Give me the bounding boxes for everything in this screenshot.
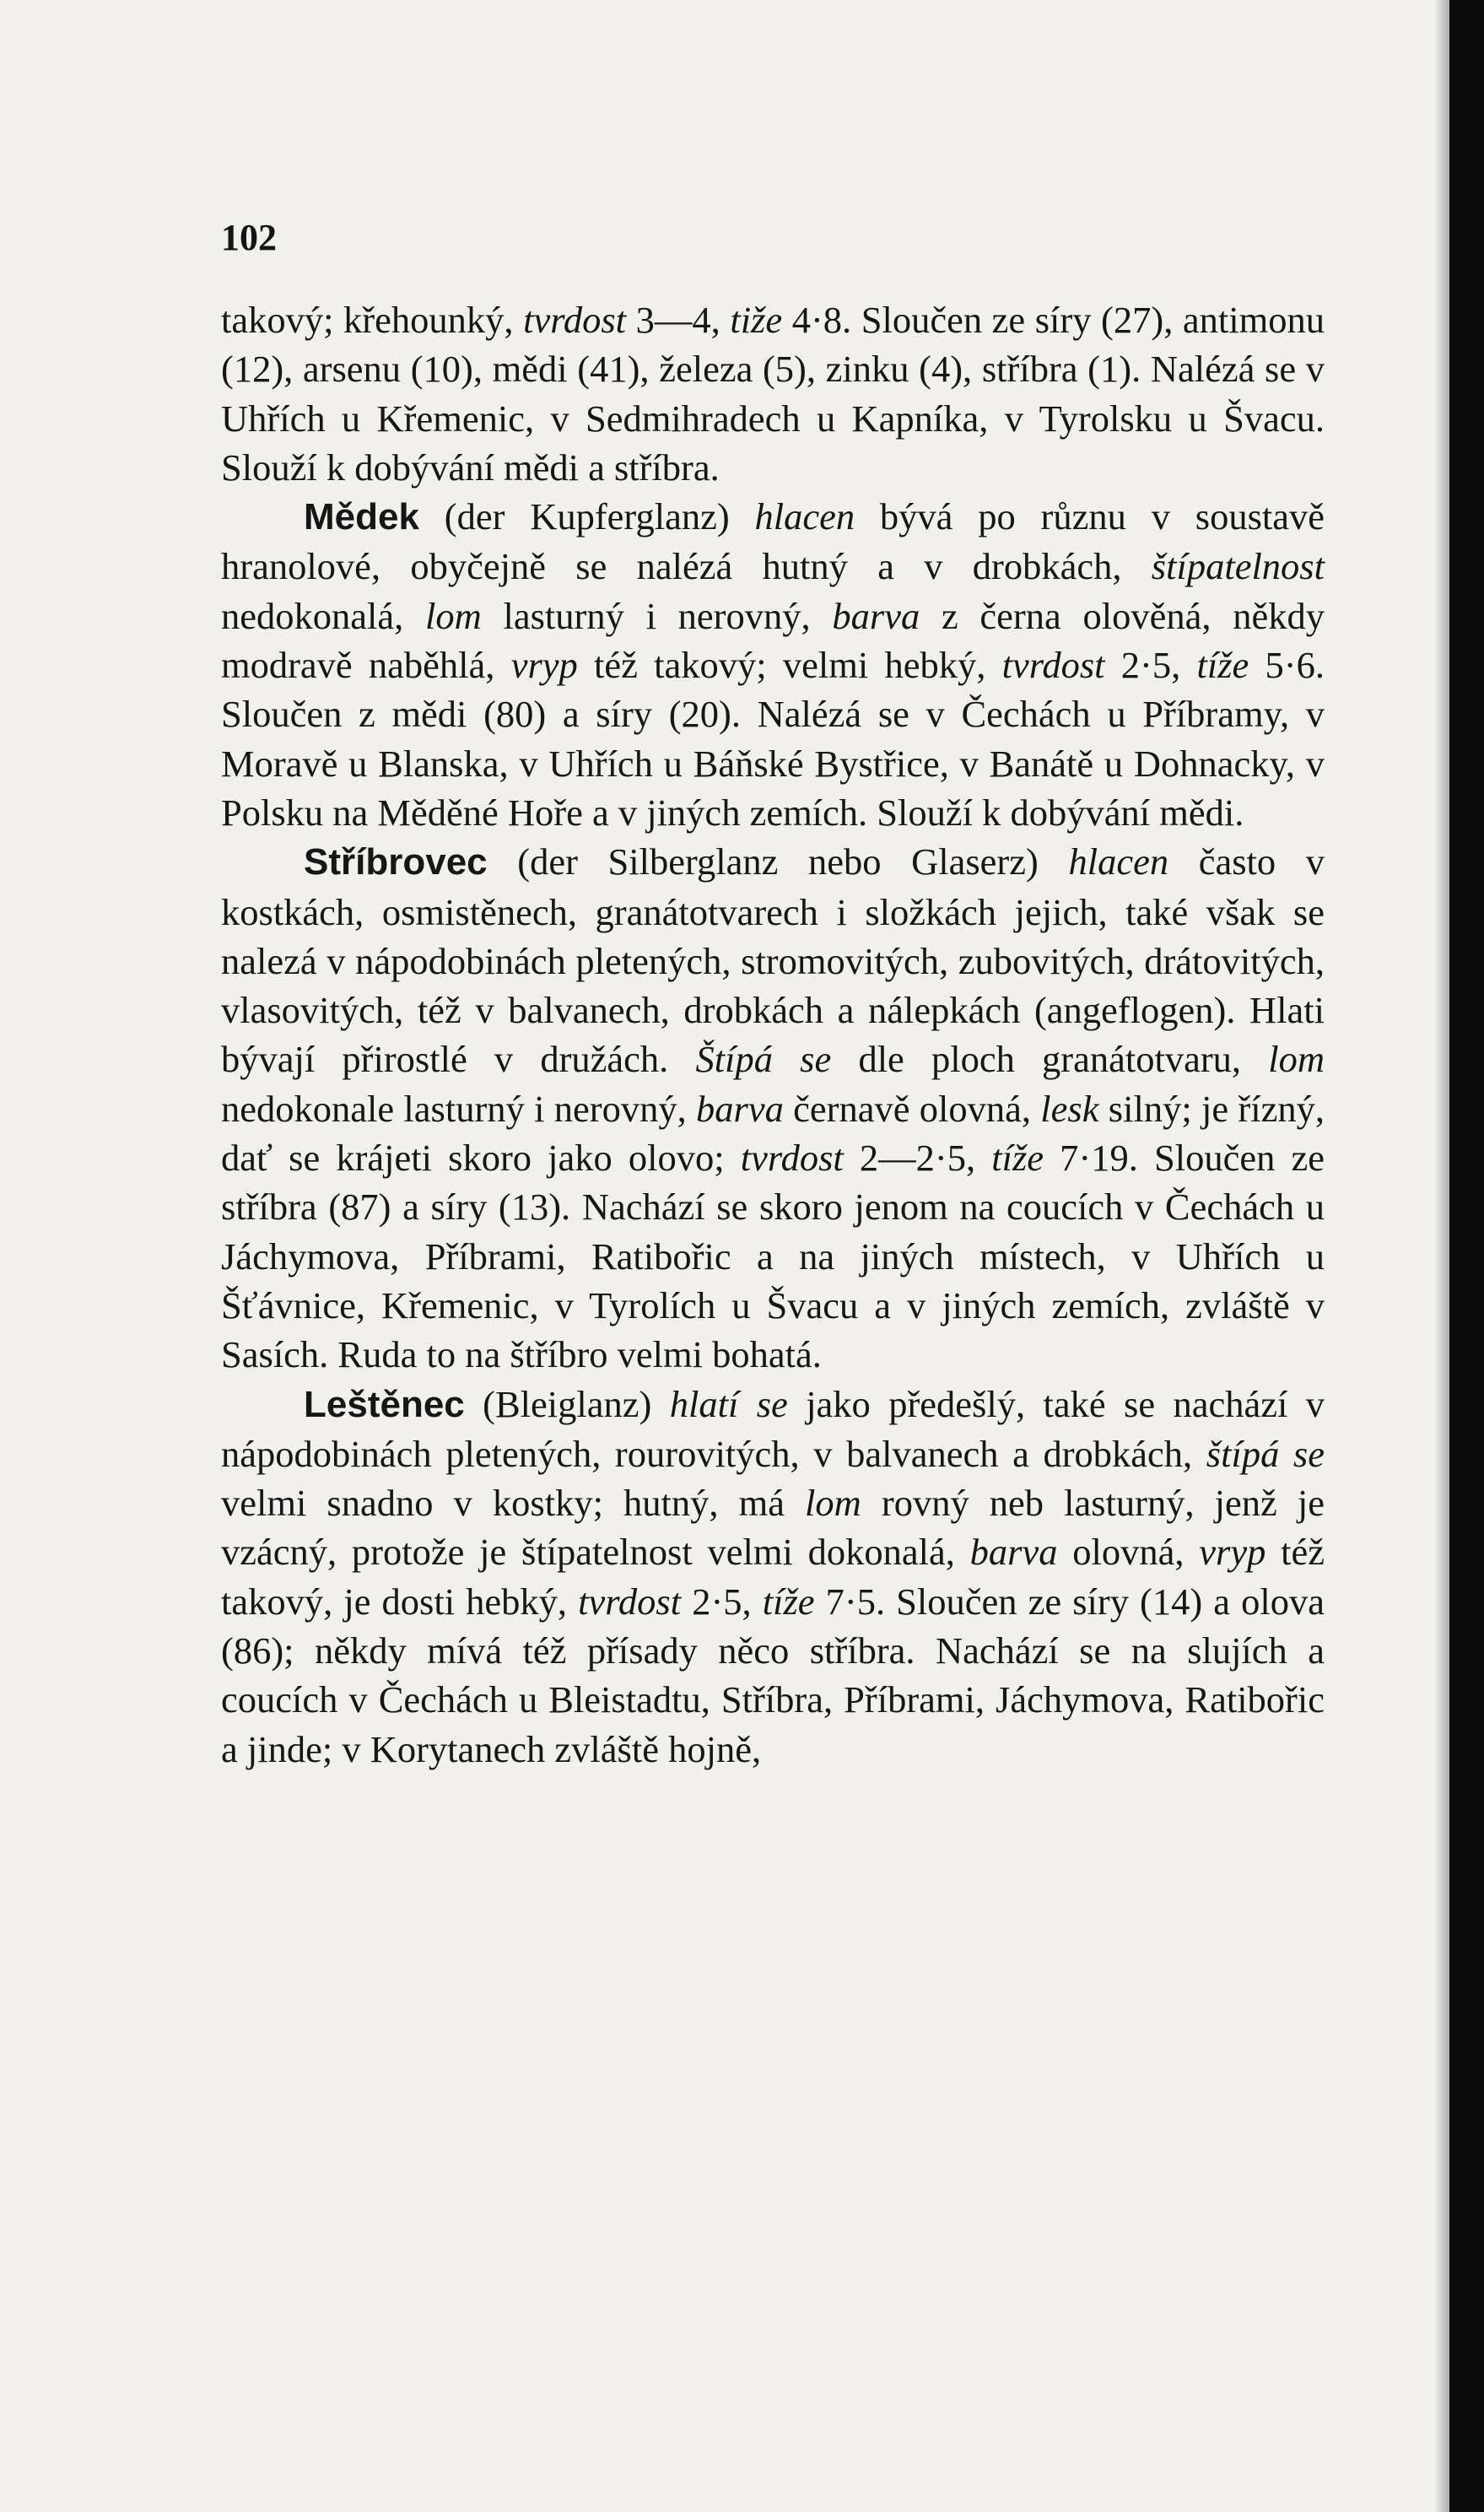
italic-term: hlatí se (669, 1382, 788, 1425)
text-run: 7·5. Sloučen ze síry (14) a olova (86); někdy mívá též přísady něco stříbra. Nachází se na slujích a coucích v Čechách u Bleistadtu, Stříbra, Příbrami, Jáchymova, Ratibořic a jinde; v Korytanech zvláště hojně, (221, 1580, 1325, 1770)
italic-term: vryp (510, 644, 578, 687)
italic-term: tiže (730, 299, 783, 341)
page-edge-shadow (1434, 0, 1449, 2512)
paragraph (221, 295, 1325, 492)
text-run: nedokonale lasturný i nerovný, (221, 1087, 696, 1130)
italic-term: vryp (1199, 1531, 1266, 1574)
italic-term: tíže (1196, 644, 1249, 687)
text-run: lasturný i nerovný, (481, 594, 833, 637)
italic-term: barva (969, 1531, 1058, 1574)
italic-term: štípá se (1206, 1432, 1325, 1475)
italic-term: tvrdost (1001, 644, 1105, 687)
italic-term: lom (805, 1482, 861, 1525)
text-run: též takový; velmi hebký, (577, 644, 1002, 687)
mineral-name: Leštěnec (304, 1383, 465, 1425)
text-run: 5·6. Sloučen z mědi (80) a síry (20). Nalézá se v Čechách u Příbramy, v Moravě u Blanska, v Uhřích u Báňské Bystřice, v Banátě u Dohnacky, v Polsku na Měděné Hoře a v jiných zemích. Slouží k dobývání mědi. (221, 644, 1325, 834)
text-run: takový; křehounký, (221, 299, 524, 341)
text-run: 2·5, (1104, 644, 1197, 687)
italic-term: Štípá se (695, 1038, 832, 1081)
italic-term: lom (1268, 1038, 1325, 1081)
text-run: nedokonalá, (221, 594, 425, 637)
italic-term: barva (696, 1087, 784, 1130)
italic-term: štípatelnost (1151, 545, 1325, 588)
italic-term: tvrdost (740, 1137, 844, 1180)
text-run: 4·8. Sloučen ze síry (27), antimonu (12), arsenu (10), mědi (41), železa (5), zinku (4), stříbra (1). Nalézá se v Uhřích u Křemenic, v Sedmihradech u Kapníka, v Tyrolsku u Švacu. Slouží k dobývání mědi a stříbra. (221, 299, 1325, 489)
italic-term: barva (832, 594, 920, 637)
text-run: olovná, (1057, 1531, 1200, 1574)
text-run: z černa olověná, někdy modravě naběhlá, (221, 594, 1325, 687)
text-run: 2—2·5, (843, 1137, 992, 1180)
paragraph (221, 1380, 1325, 1774)
italic-term: lesk (1040, 1087, 1099, 1130)
italic-term: tvrdost (523, 299, 627, 341)
body-text (221, 295, 1325, 1774)
text-run: dle ploch granátotvaru, (831, 1038, 1269, 1081)
italic-term: tíže (991, 1137, 1044, 1180)
text-run: velmi snadno v kostky; hutný, má (221, 1482, 806, 1525)
text-run: 7·19. Sloučen ze stříbra (87) a síry (13). Nachází se skoro jenom na coucích v Čechách u Jáchymova, Příbrami, Ratibořic a na jiných místech, v Uhřích u Šťávnice, Křemenic, v Tyrolích u Švacu a v jiných zemích, zvláště v Sasích. Ruda to na štříbro velmi bohatá. (221, 1137, 1325, 1376)
italic-term: tíže (762, 1580, 815, 1623)
text-run: rovný neb lasturný, jenž je vzácný, protože je štípatelnost velmi dokonalá, (221, 1482, 1325, 1574)
text-run: silný; je řízný, dať se krájeti skoro jako olovo; (221, 1087, 1325, 1180)
text-run: 3—4, (626, 299, 731, 341)
text-run: 2·5, (681, 1580, 763, 1623)
text-run: (Bleiglanz) (464, 1382, 670, 1425)
mineral-name: Mědek (304, 496, 419, 538)
page-number: 102 (221, 217, 277, 258)
text-run: černavě olovná, (783, 1087, 1041, 1130)
paragraph (221, 492, 1325, 837)
italic-term: hlacen (1068, 840, 1169, 883)
text-run: jako předešlý, také se nachází v nápodobinách pletených, rourovitých, v balvanech a drobkách, (221, 1382, 1325, 1475)
text-run: též takový, je dosti hebký, (221, 1531, 1325, 1623)
text-run: (der Silberglanz nebo Glaserz) (487, 840, 1069, 883)
text-run: bývá po různu v soustavě hranolové, obyčejně se nalézá hutný a v drobkách, (221, 495, 1325, 588)
italic-term: lom (424, 594, 482, 637)
paragraph (221, 837, 1325, 1379)
text-run: často v kostkách, osmistěnech, granátotvarech i složkách jejich, také však se nalezá v nápodobinách pletených, stromovitých, zubovitých, drátovitých, vlasovitých, též v balvanech, drobkách a nálepkách (angeflogen). Hlati bývají přirostlé v družách. (221, 840, 1325, 1081)
mineral-name: Stříbrovec (304, 841, 488, 883)
italic-term: hlacen (754, 495, 855, 538)
italic-term: tvrdost (578, 1580, 682, 1623)
text-run: (der Kupferglanz) (418, 495, 755, 538)
